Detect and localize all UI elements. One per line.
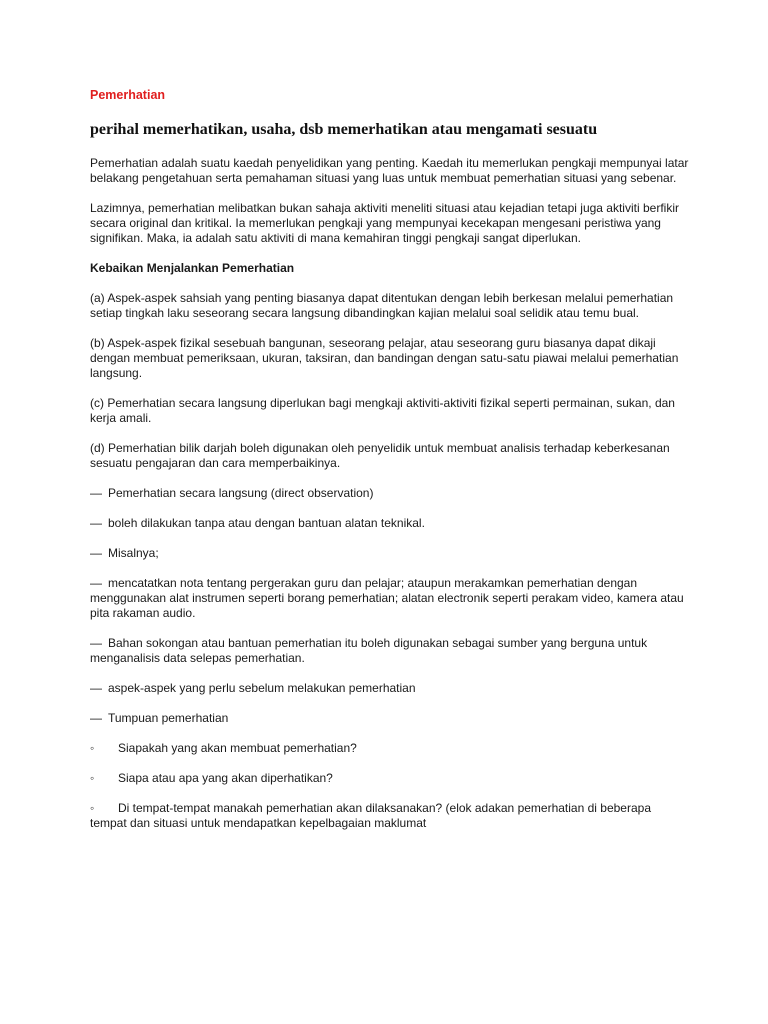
dash-item xyxy=(90,576,690,621)
dash-item-text: Pemerhatian secara langsung (direct observation) xyxy=(108,486,374,500)
bullet-item-text: Di tempat-tempat manakah pemerhatian akan dilaksanakan? (elok adakan pemerhatian di beberapa tempat dan situasi untuk mendapatkan kepelbagaian maklumat xyxy=(90,801,651,830)
dash-item-text: Misalnya; xyxy=(108,546,159,560)
dash-marker: — xyxy=(90,546,102,560)
bullet-item-text: Siapakah yang akan membuat pemerhatian? xyxy=(118,741,357,755)
advantage-item: (a) Aspek-aspek sahsiah yang penting biasanya dapat ditentukan dengan lebih berkesan melalui pemerhatian setiap tingkah laku seseorang secara langsung dibandingkan kajian melalui soal selidik atau temu bual. xyxy=(90,291,674,320)
dash-item-text: Tumpuan pemerhatian xyxy=(108,711,229,725)
intro-paragraph: Pemerhatian adalah suatu kaedah penyelidikan yang penting. Kaedah itu memerlukan pengkaji mempunyai latar belakang pengetahuan serta pemahaman situasi yang luas untuk membuat pemerhatian situasi yang sebenar. xyxy=(90,156,689,185)
dash-marker: — xyxy=(90,486,102,500)
bullet-item xyxy=(90,801,690,831)
dash-item xyxy=(90,486,690,501)
dash-marker: — xyxy=(90,576,102,590)
intro-paragraph: Lazimnya, pemerhatian melibatkan bukan sahaja aktiviti meneliti situasi atau kejadian tetapi juga aktiviti berfikir secara original dan kritikal. Ia memerlukan pengkaji yang mempunyai kecekapan mengesani peristiwa yang signifikan. Maka, ia adalah satu aktiviti di mana kemahiran tinggi pengkaji sangat diperlukan. xyxy=(90,201,679,245)
advantage-item: (c) Pemerhatian secara langsung diperlukan bagi mengkaji aktiviti-aktiviti fizikal seperti permainan, sukan, dan kerja amali. xyxy=(90,396,675,425)
bullet-marker: ◦ xyxy=(90,741,95,755)
dash-marker: — xyxy=(90,636,102,650)
dash-marker: — xyxy=(90,711,102,725)
document-heading: Pemerhatian xyxy=(90,88,166,102)
bullet-item xyxy=(90,771,690,786)
dash-item-text: Bahan sokongan atau bantuan pemerhatian itu boleh digunakan sebagai sumber yang berguna untuk menganalisis data selepas pemerhatian. xyxy=(90,636,648,665)
bullet-item-text: Siapa atau apa yang akan diperhatikan? xyxy=(118,771,333,785)
section-heading: Kebaikan Menjalankan Pemerhatian xyxy=(90,261,295,275)
dash-item xyxy=(90,516,690,531)
dash-item-text: mencatatkan nota tentang pergerakan guru dan pelajar; ataupun merakamkan pemerhatian dengan menggunakan alat instrumen seperti borang pemerhatian; alatan electronik seperti perakam video, kamera atau pita rakaman audio. xyxy=(90,576,684,620)
advantage-item: (d) Pemerhatian bilik darjah boleh digunakan oleh penyelidik untuk membuat analisis terhadap keberkesanan sesuatu pengajaran dan cara memperbaikinya. xyxy=(90,441,670,470)
bullet-marker: ◦ xyxy=(90,771,95,785)
bullet-item xyxy=(90,741,690,756)
document-subtitle: perihal memerhatikan, usaha, dsb memerhatikan atau mengamati sesuatu xyxy=(90,121,598,138)
bullet-marker: ◦ xyxy=(90,801,95,815)
document-page xyxy=(90,88,690,846)
dash-item-text: aspek-aspek yang perlu sebelum melakukan pemerhatian xyxy=(108,681,416,695)
dash-item xyxy=(90,711,690,726)
dash-marker: — xyxy=(90,681,102,695)
dash-item xyxy=(90,636,690,666)
dash-item xyxy=(90,681,690,696)
dash-marker: — xyxy=(90,516,102,530)
dash-item xyxy=(90,546,690,561)
dash-item-text: boleh dilakukan tanpa atau dengan bantuan alatan teknikal. xyxy=(108,516,425,530)
advantage-item: (b) Aspek-aspek fizikal sesebuah bangunan, seseorang pelajar, atau seseorang guru biasanya dapat dikaji dengan membuat pemeriksaan, ukuran, taksiran, dan bandingan dengan satu-satu piawai melalui pemerhatian langsung. xyxy=(90,336,679,380)
